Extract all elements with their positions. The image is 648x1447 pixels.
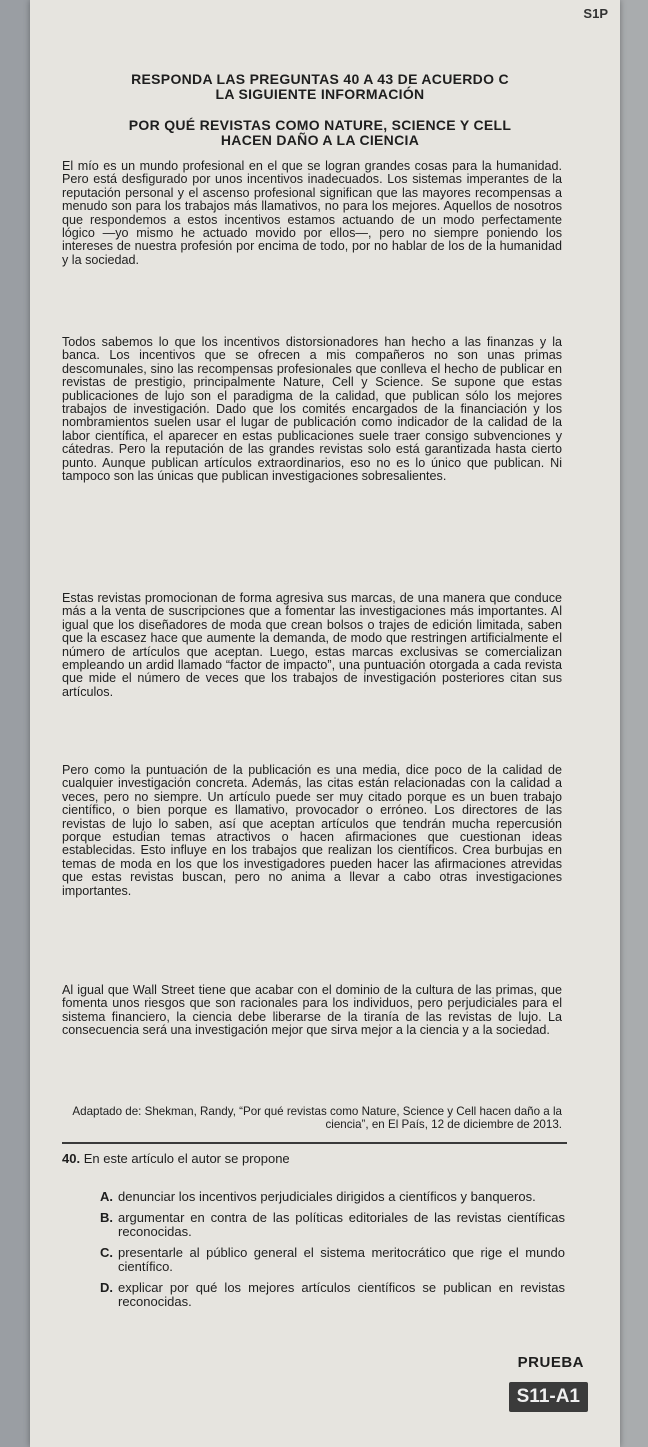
option-text: argumentar en contra de las políticas editoriales de las revistas científicas reconocidas. xyxy=(118,1210,565,1239)
option-text: denunciar los incentivos perjudiciales dirigidos a científicos y banqueros. xyxy=(118,1189,536,1204)
divider xyxy=(62,1142,567,1144)
answer-options xyxy=(100,1190,565,1316)
article-paragraph-3: Estas revistas promocionan de forma agresiva sus marcas, de una manera que conduce más a la venta de suscripciones que a fomentar las investigaciones más importantes. Al igual que los diseñadores de moda que crean bolsos o trajes de edición limitada, saben que la escasez hace que aumente la demanda, de modo que restringen artificialmente el número de artículos que aceptan. Luego, estas marcas exclusivas se comercializan empleando un ardid llamado “factor de impacto”, una puntuación otorgada a cada revista que mide el número de veces que los trabajos de investigación posteriores citan sus artículos. xyxy=(62,591,562,699)
option-letter: B. xyxy=(100,1210,113,1225)
option-text: presentarle al público general el sistema meritocrático que rige el mundo científico. xyxy=(118,1245,565,1274)
exam-code-badge: S11-A1 xyxy=(509,1382,588,1412)
option-letter: A. xyxy=(100,1189,113,1204)
option-letter: C. xyxy=(100,1245,113,1260)
instruction-line-2: LA SIGUIENTE INFORMACIÓN xyxy=(215,86,425,102)
article-paragraph-2: Todos sabemos lo que los incentivos distorsionadores han hecho a las finanzas y la banca. Los incentivos que se ofrecen a mis compañeros no son unas primas descomunales, sino las recompensas profesionales que conlleva el hecho de publicar en revistas de prestigio, principalmente Nature, Cell y Science. Se supone que estas publicaciones de lujo son el paradigma de la calidad, que publican sólo los mejores trabajos de investigación. Dado que los comités encargados de la financiación y los nombramientos suelen usar el lugar de publicación como indicador de la calidad de la labor científica, el aparecer en estas publicaciones suele traer consigo subvenciones y cátedras. Pero la reputación de las grandes revistas solo está garantizada hasta cierto punto. Aunque publican artículos extraordinarios, eso no es lo único que publican. Ni tampoco son las únicas que publican investigaciones sobresalientes. xyxy=(62,335,562,484)
corner-code: S1P xyxy=(583,6,608,21)
source-citation: Adaptado de: Shekman, Randy, “Por qué revistas como Nature, Science y Cell hacen daño a la ciencia”, en El País, 12 de diciembre de 2013. xyxy=(72,1105,562,1131)
instruction-heading xyxy=(60,72,580,102)
question-stem xyxy=(62,1151,567,1166)
article-title-line-1: POR QUÉ REVISTAS COMO NATURE, SCIENCE Y CELL xyxy=(128,117,512,133)
article-paragraph-5: Al igual que Wall Street tiene que acabar con el dominio de la cultura de las primas, que fomenta unos riesgos que son racionales para los individuos, pero perjudiciales para el sistema financiero, la ciencia debe liberarse de la tiranía de las revistas de lujo. La consecuencia será una investigación mejor que sirva mejor a la ciencia y a la sociedad. xyxy=(62,983,562,1038)
article-title xyxy=(60,118,580,148)
option-b[interactable] xyxy=(100,1211,565,1239)
option-text: explicar por qué los mejores artículos científicos se publican en revistas reconocidas. xyxy=(118,1280,565,1309)
option-c[interactable] xyxy=(100,1246,565,1274)
option-a[interactable] xyxy=(100,1190,565,1204)
prueba-label: PRUEBA xyxy=(517,1354,584,1371)
article-paragraph-4: Pero como la puntuación de la publicación es una media, dice poco de la calidad de cualquier investigación concreta. Además, las citas están relacionadas con la calidad a veces, pero no siempre. Un artículo puede ser muy citado porque es un buen trabajo científico, o bien porque es llamativo, provocador o erróneo. Los directores de las revistas de lujo lo saben, así que aceptan artículos que tendrán mucha repercusión porque estudian temas atractivos o hacen afirmaciones que cuestionan ideas establecidas. Esto influye en los trabajos que realizan los científicos. Crea burbujas en temas de moda en los que los investigadores pueden hacer las afirmaciones atrevidas que estas revistas buscan, pero no anima a llevar a cabo otras investigaciones importantes. xyxy=(62,763,562,898)
option-letter: D. xyxy=(100,1280,113,1295)
option-d[interactable] xyxy=(100,1281,565,1309)
question-number: 40. xyxy=(62,1151,81,1166)
question-text: En este artículo el autor se propone xyxy=(83,1151,290,1166)
instruction-line-1: RESPONDA LAS PREGUNTAS 40 A 43 DE ACUERDO C xyxy=(131,71,509,87)
article-title-line-2: HACEN DAÑO A LA CIENCIA xyxy=(220,132,420,148)
article-paragraph-1: El mío es un mundo profesional en el que se logran grandes cosas para la humanidad. Pero está desfigurado por unos incentivos inadecuados. Los sistemas imperantes de la reputación personal y el ascenso profesional significan que las mayores recompensas a menudo son para los trabajos más llamativos, no para los mejores. Aquellos de nosotros que respondemos a estos incentivos estamos actuando de un modo perfectamente lógico —yo mismo he actuado movido por ellos—, pero no siempre poniendo los intereses de nuestra profesión por encima de todo, por no hablar de los de la humanidad y la sociedad. xyxy=(62,159,562,267)
